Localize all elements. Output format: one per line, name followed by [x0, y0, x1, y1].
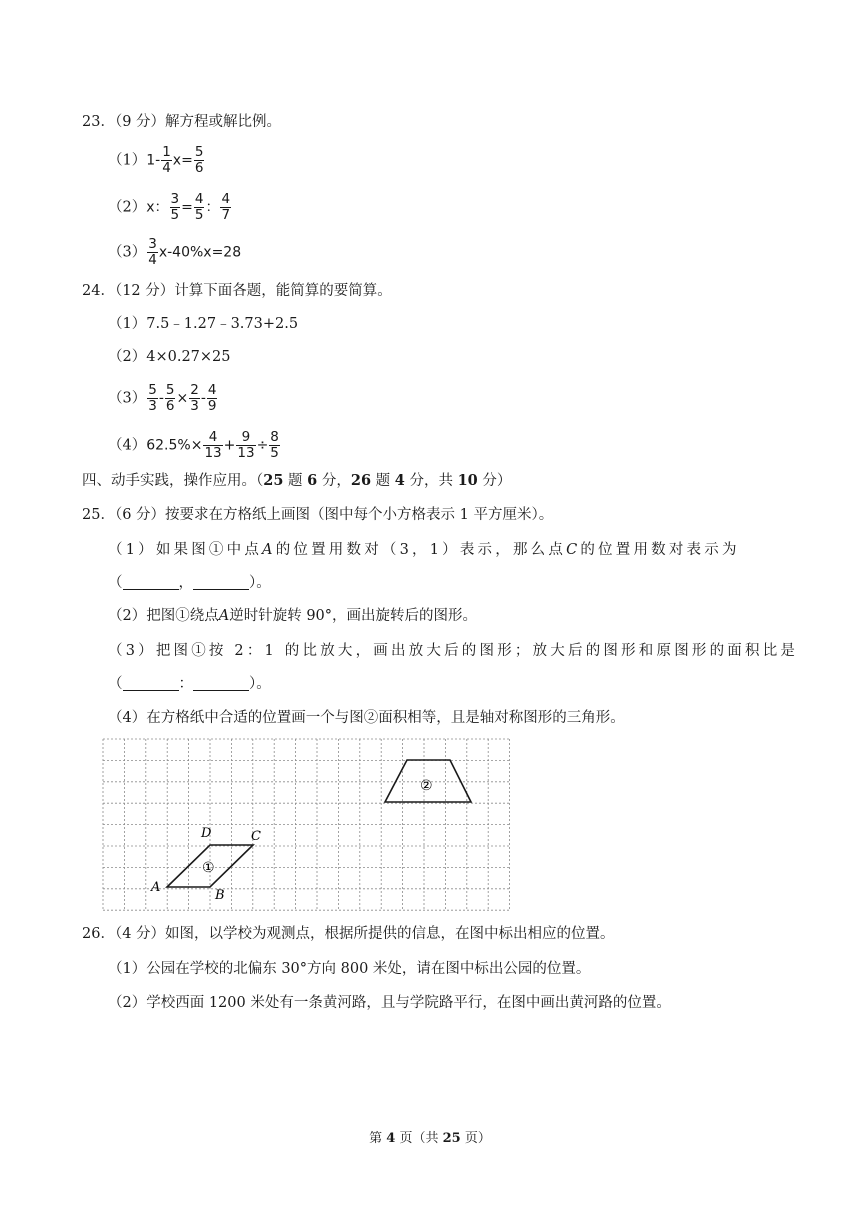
point-c-label: C — [251, 829, 261, 844]
shape-2-label: ② — [420, 778, 433, 794]
q24-item-4 — [108, 430, 281, 461]
item-label: （1） — [108, 152, 147, 169]
expression: 4×0.27×25 — [146, 349, 231, 365]
operator: + — [223, 437, 236, 454]
q25-sub-1: （1）如果图①中点A的位置用数对（3，1）表示，那么点C的位置用数对表示为 — [108, 542, 740, 558]
fraction: $\frac{8}{5}$ — [270, 429, 279, 461]
fraction: $\frac{3}{5}$ — [170, 191, 180, 223]
item-label: （4） — [108, 437, 147, 454]
expr-part: x-40%x=28 — [158, 244, 242, 261]
fraction: $\frac{4}{5}$ — [194, 191, 204, 223]
fraction: $\frac{5}{6}$ — [194, 144, 204, 176]
q25-header: 25．（6 分）按要求在方格纸上画图（图中每个小方格表示 1 平方厘米）。 — [82, 507, 554, 523]
item-label: （1） — [108, 316, 147, 332]
q25-sub-4: （4）在方格纸中合适的位置画一个与图②面积相等，且是轴对称图形的三角形。 — [108, 710, 625, 726]
q25-sub-3-answer: （ ： ）。 — [108, 676, 271, 692]
fraction: $\frac{5}{6}$ — [165, 382, 175, 414]
expr-part: x： — [146, 199, 169, 216]
operator: - — [200, 390, 206, 407]
expr-part: ： — [205, 199, 220, 216]
expression: 7.5﹣1.27﹣3.73+2.5 — [146, 316, 299, 332]
point-b-label: B — [215, 888, 225, 903]
fraction: $\frac{9}{13}$ — [237, 429, 255, 461]
fraction: $\frac{4}{9}$ — [207, 382, 217, 414]
operator: × — [176, 390, 189, 407]
grid-lines — [103, 739, 510, 910]
fraction: $\frac{3}{4}$ — [148, 236, 157, 268]
q25-sub-2: （2）把图①绕点A逆时针旋转 90°，画出旋转后的图形。 — [108, 608, 478, 624]
q23-item-2 — [108, 192, 232, 223]
q26-sub-1: （1）公园在学校的北偏东 30°方向 800 米处，请在图中标出公园的位置。 — [108, 961, 591, 977]
q24-item-2 — [108, 347, 231, 367]
shape-1-label: ① — [202, 860, 215, 876]
q23-header: 23．（9 分）解方程或解比例。 — [82, 114, 282, 130]
point-a-label: A — [151, 880, 161, 895]
page-footer: 第 4 页（共 25 页） — [369, 1131, 491, 1146]
q26-sub-2: （2）学校西面 1200 米处有一条黄河路，且与学院路平行，在图中画出黄河路的位置。 — [108, 995, 671, 1011]
q26-header: 26．（4 分）如图，以学校为观测点，根据所提供的信息，在图中标出相应的位置。 — [82, 926, 615, 942]
answer-blank[interactable] — [193, 575, 249, 590]
q23-item-1 — [108, 145, 205, 176]
expr-part: x= — [172, 152, 193, 169]
operator: ÷ — [256, 437, 269, 454]
operator: - — [158, 390, 164, 407]
q23-item-3 — [108, 237, 241, 268]
fraction: $\frac{4}{13}$ — [204, 429, 222, 461]
item-label: （2） — [108, 349, 147, 365]
fraction: $\frac{4}{7}$ — [221, 191, 231, 223]
q25-sub-1-answer: （ ， ）。 — [108, 575, 271, 591]
item-label: （3） — [108, 244, 147, 261]
q25-sub-3: （3）把图①按 2：1 的比放大，画出放大后的图形；放大后的图形和原图形的面积比是 — [108, 643, 799, 659]
q24-header: 24．（12 分）计算下面各题，能简算的要简算。 — [82, 283, 392, 299]
point-d-label: D — [201, 826, 212, 841]
item-label: （3） — [108, 390, 147, 407]
section-4-header: 四、动手实践，操作应用。（25 题 6 分，26 题 4 分，共 10 分） — [82, 472, 512, 489]
item-label: （2） — [108, 199, 147, 216]
answer-blank[interactable] — [193, 676, 249, 691]
fraction: $\frac{5}{3}$ — [148, 382, 157, 414]
answer-blank[interactable] — [123, 575, 179, 590]
expr-part: 62.5%× — [146, 437, 203, 454]
answer-blank[interactable] — [123, 676, 179, 691]
grid-paper-figure — [100, 736, 516, 911]
expr-part: = — [181, 199, 193, 216]
q24-item-3 — [108, 383, 218, 414]
fraction: $\frac{1}{4}$ — [162, 144, 171, 176]
expr-part: 1- — [146, 152, 161, 169]
fraction: $\frac{2}{3}$ — [190, 382, 199, 414]
q24-item-1 — [108, 314, 298, 334]
